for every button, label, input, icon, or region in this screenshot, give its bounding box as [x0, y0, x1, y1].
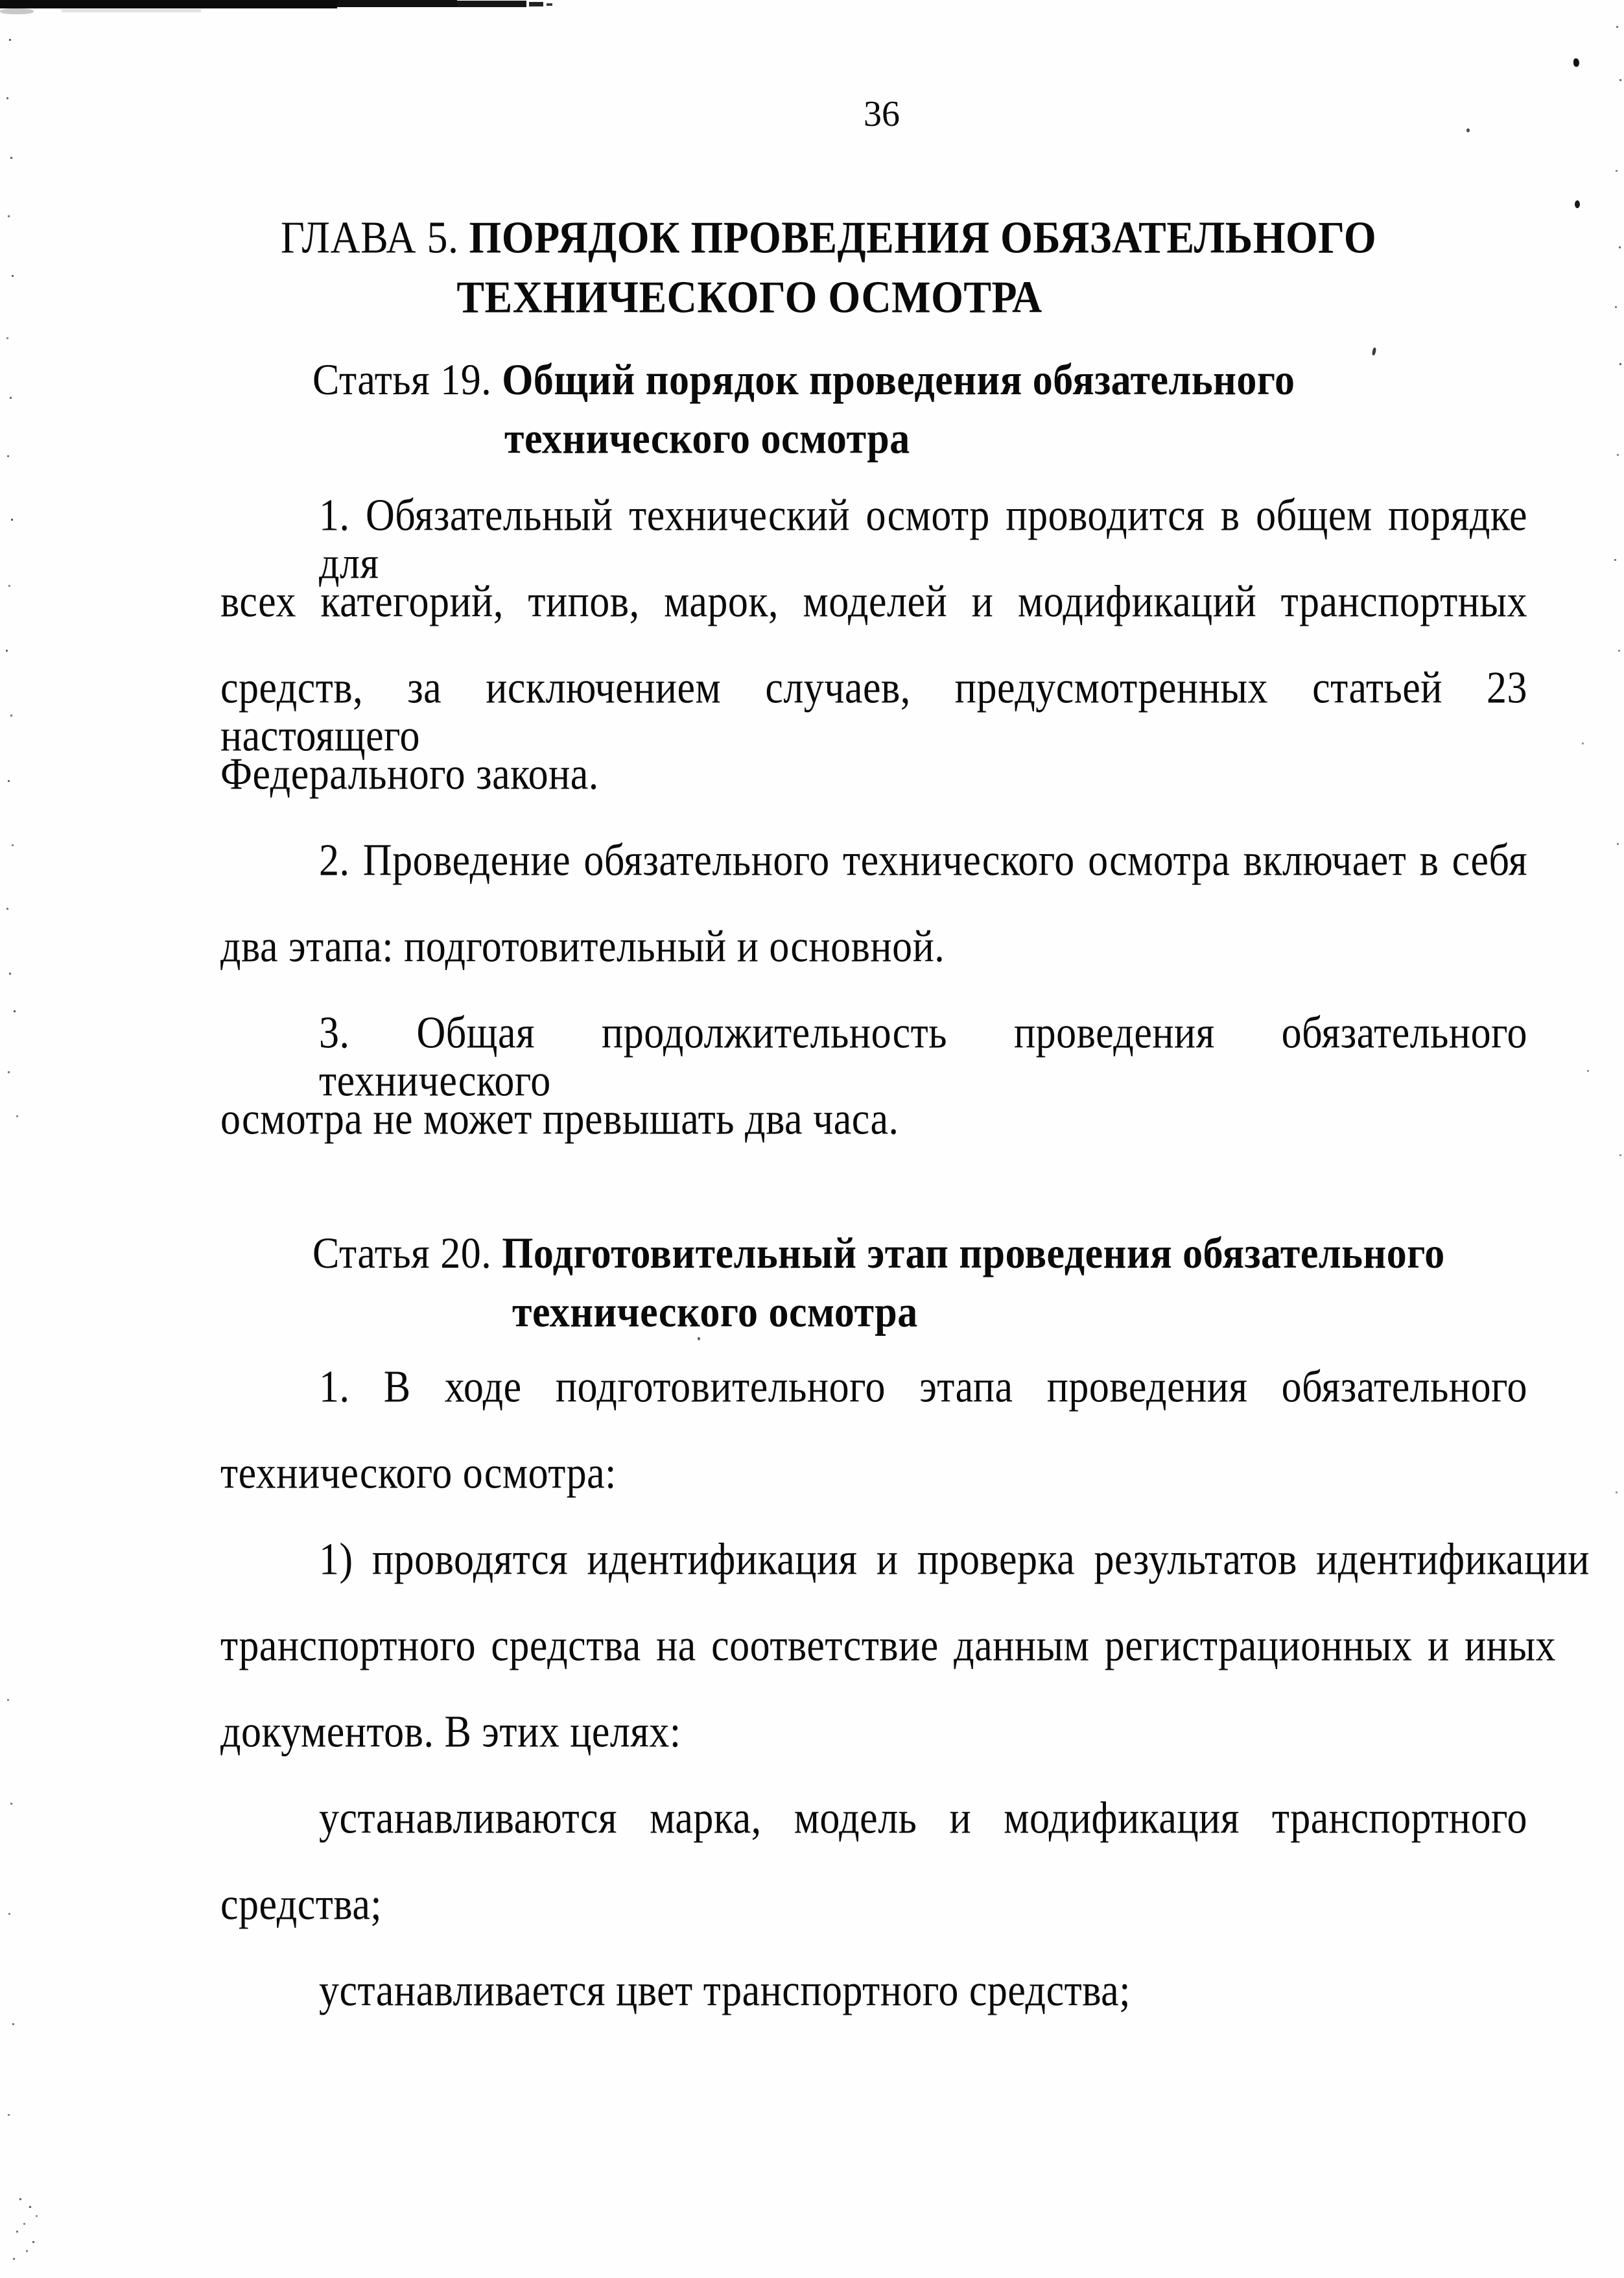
article-20-heading — [312, 1224, 1445, 1341]
scan-artifact-top-bar — [0, 0, 337, 8]
article-19-title-line2: технического осмотра — [504, 414, 910, 463]
a20-p3-line2: средства; — [220, 1879, 382, 1930]
scan-speck-right-1 — [1573, 58, 1579, 67]
chapter-title-line1: ПОРЯДОК ПРОВЕДЕНИЯ ОБЯЗАТЕЛЬНОГО — [469, 211, 1377, 263]
a20-p4-line1: устанавливается цвет транспортного средства; — [319, 1965, 1131, 2016]
scan-artifact-top-bar-3 — [457, 1, 526, 7]
article-20-label: Статья 20. — [312, 1229, 492, 1278]
a20-p2-line3: документов. В этих целях: — [220, 1707, 681, 1757]
article-20-title-line2: технического осмотра — [512, 1287, 918, 1336]
scan-artifact-top-fuzz — [0, 8, 34, 14]
a19-p3-line2: осмотра не может превышать два часа. — [220, 1094, 899, 1145]
a19-p1-line2: всех категорий, типов, марок, моделей и модификаций транспортных — [220, 576, 1527, 627]
scan-noise-bottom-margin — [0, 0, 2, 2]
article-19-heading — [312, 351, 1295, 468]
scan-artifact-top-bar-2 — [337, 0, 457, 7]
chapter-heading — [175, 208, 1482, 327]
chapter-heading-line1 — [175, 208, 1482, 267]
scan-artifact-top-dash — [529, 2, 543, 6]
article-20-heading-line1 — [312, 1224, 1445, 1283]
a19-p2-line2: два этапа: подготовительный и основной. — [220, 921, 945, 972]
a19-p3-line1: 3. Общая продолжительность проведения обязательного технического — [319, 1008, 1527, 1106]
scan-speck-dot — [1466, 128, 1470, 132]
scan-speck-right-2 — [1575, 200, 1580, 208]
scan-speck-quote — [1372, 348, 1376, 356]
a20-p2-line1: 1) проводятся идентификация и проверка результатов идентификации — [319, 1534, 1590, 1585]
a20-p2-line2: транспортного средства на соответствие данным регистрационных и иных — [220, 1620, 1556, 1671]
a19-p1-line1: 1. Обязательный технический осмотр проводится в общем порядке для — [319, 490, 1527, 588]
chapter-title-line2: ТЕХНИЧЕСКОГО ОСМОТРА — [456, 272, 1042, 323]
page-number: 36 — [864, 94, 900, 134]
chapter-label: ГЛАВА 5. — [280, 211, 459, 263]
article-19-heading-line1 — [312, 351, 1295, 409]
scan-artifact-top-dash-2 — [547, 3, 552, 6]
a20-p1-line2: технического осмотра: — [220, 1448, 617, 1499]
article-20-title-line1: Подготовительный этап проведения обязательного — [502, 1229, 1445, 1278]
a19-p1-line4: Федерального закона. — [220, 749, 599, 800]
a19-p1-line3: средств, за исключением случаев, предусмотренных статьей 23 настоящего — [220, 663, 1527, 761]
article-19-label: Статья 19. — [312, 355, 492, 405]
a19-p2-line1: 2. Проведение обязательного технического осмотра включает в себя — [319, 835, 1527, 886]
a20-p3-line1: устанавливаются марка, модель и модификация транспортного — [319, 1793, 1527, 1844]
a20-p1-line1: 1. В ходе подготовительного этапа проведения обязательного — [319, 1362, 1527, 1412]
article-19-title-line1: Общий порядок проведения обязательного — [502, 355, 1295, 405]
scan-artifact-top-fuzz-2 — [62, 9, 201, 12]
